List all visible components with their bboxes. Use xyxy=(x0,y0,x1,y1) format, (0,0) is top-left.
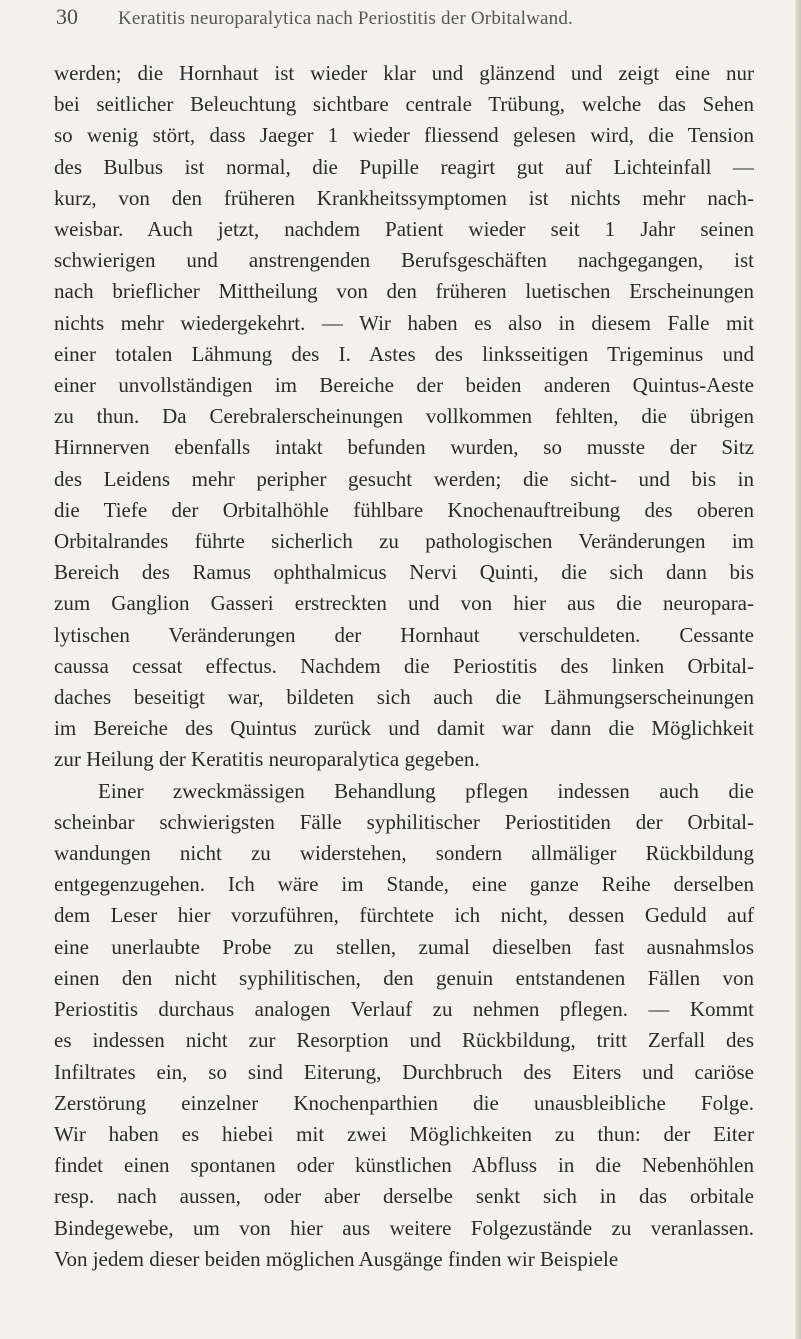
text-line: so wenig stört, dass Jaeger 1 wieder fliessend gelesen wird, die Tension xyxy=(54,123,754,148)
text-line: nichts mehr wiedergekehrt. — Wir haben es also in diesem Falle mit xyxy=(54,310,754,335)
text-line: des Bulbus ist normal, die Pupille reagirt gut auf Lichteinfall — xyxy=(54,154,754,179)
text-line: zu thun. Da Cerebralerscheinungen vollkommen fehlten, die übrigen xyxy=(54,404,754,429)
text-line: weisbar. Auch jetzt, nachdem Patient wieder seit 1 Jahr seinen xyxy=(54,217,754,242)
text-line: daches beseitigt war, bildeten sich auch die Lähmungserscheinungen xyxy=(54,685,754,710)
text-line: Wir haben es hiebei mit zwei Möglichkeiten zu thun: der Eiter xyxy=(54,1121,754,1146)
text-line: die Tiefe der Orbitalhöhle fühlbare Knochenauftreibung des oberen xyxy=(54,497,754,522)
page-header xyxy=(56,4,736,38)
paragraph xyxy=(54,58,754,776)
text-line: scheinbar schwierigsten Fälle syphilitischer Periostitiden der Orbital- xyxy=(54,809,754,834)
page-edge xyxy=(795,0,801,1339)
text-line: resp. nach aussen, oder aber derselbe senkt sich in das orbitale xyxy=(54,1184,754,1209)
text-line: im Bereiche des Quintus zurück und damit war dann die Möglichkeit xyxy=(54,716,754,741)
body-text xyxy=(54,58,754,1275)
text-line: einer unvollständigen im Bereiche der beiden anderen Quintus-Aeste xyxy=(54,373,754,398)
text-line: entgegenzugehen. Ich wäre im Stande, eine ganze Reihe derselben xyxy=(54,872,754,897)
text-line: dem Leser hier vorzuführen, fürchtete ich nicht, dessen Geduld auf xyxy=(54,903,754,928)
text-line: Zerstörung einzelner Knochenparthien die unausbleibliche Folge. xyxy=(54,1090,754,1115)
text-line: lytischen Veränderungen der Hornhaut verschuldeten. Cessante xyxy=(54,622,754,647)
text-line: bei seitlicher Beleuchtung sichtbare centrale Trübung, welche das Sehen xyxy=(54,92,754,117)
text-line: zum Ganglion Gasseri erstreckten und von hier aus die neuropara- xyxy=(54,591,754,616)
text-line: werden; die Hornhaut ist wieder klar und glänzend und zeigt eine nur xyxy=(54,61,754,85)
text-line: einer totalen Lähmung des I. Astes des linksseitigen Trigeminus und xyxy=(54,341,754,366)
text-line: wandungen nicht zu widerstehen, sondern allmäliger Rückbildung xyxy=(54,841,754,866)
text-line: eine unerlaubte Probe zu stellen, zumal dieselben fast ausnahmslos xyxy=(54,934,754,959)
text-line: es indessen nicht zur Resorption und Rückbildung, tritt Zerfall des xyxy=(54,1028,754,1053)
text-line: des Leidens mehr peripher gesucht werden; die sicht- und bis in xyxy=(54,466,754,491)
page-number: 30 xyxy=(56,4,78,29)
text-line: nach brieflicher Mittheilung von den früheren luetischen Erscheinungen xyxy=(54,279,754,304)
text-line: Infiltrates ein, so sind Eiterung, Durchbruch des Eiters und cariöse xyxy=(54,1059,754,1084)
running-head: Keratitis neuroparalytica nach Periostitis der Orbitalwand. xyxy=(118,8,573,29)
text-line: kurz, von den früheren Krankheitssymptomen ist nichts mehr nach- xyxy=(54,185,754,210)
text-line: schwierigen und anstrengenden Berufsgeschäften nachgegangen, ist xyxy=(54,248,754,273)
text-line: Hirnnerven ebenfalls intakt befunden wurden, so musste der Sitz xyxy=(54,435,754,460)
text-line: Orbitalrandes führte sicherlich zu pathologischen Veränderungen im xyxy=(54,529,754,554)
text-line: findet einen spontanen oder künstlichen Abfluss in die Nebenhöhlen xyxy=(54,1153,754,1178)
text-line: Bindegewebe, um von hier aus weitere Folgezustände zu veranlassen. xyxy=(54,1215,754,1240)
text-line: Bereich des Ramus ophthalmicus Nervi Quinti, die sich dann bis xyxy=(54,560,754,585)
text-line: einen den nicht syphilitischen, den genuin entstandenen Fällen von xyxy=(54,965,754,990)
text-line: Von jedem dieser beiden möglichen Ausgänge finden wir Beispiele xyxy=(54,1246,619,1271)
paragraph xyxy=(54,776,754,1275)
text-line: zur Heilung der Keratitis neuroparalytica gegeben. xyxy=(54,747,480,772)
text-line: Einer zweckmässigen Behandlung pflegen indessen auch die xyxy=(98,778,754,803)
text-line: caussa cessat effectus. Nachdem die Periostitis des linken Orbital- xyxy=(54,653,754,678)
text-line: Periostitis durchaus analogen Verlauf zu nehmen pflegen. — Kommt xyxy=(54,997,754,1022)
